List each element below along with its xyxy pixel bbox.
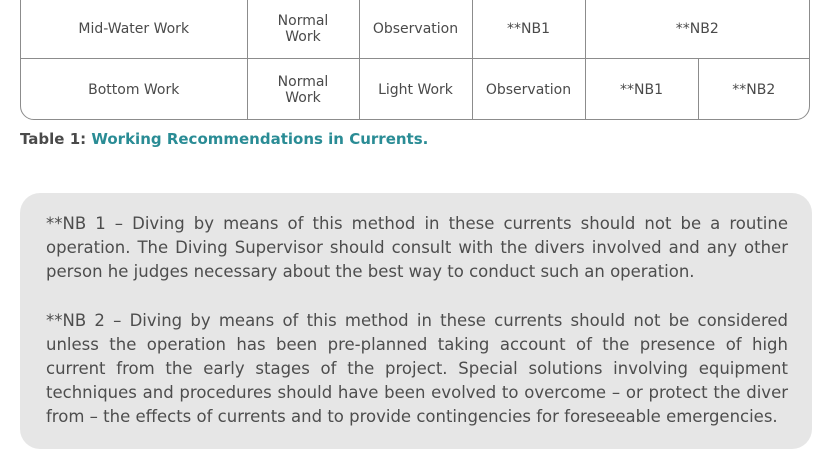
caption-title: Working Recommendations in Currents. (91, 130, 429, 148)
table-cell: Observation (359, 0, 472, 58)
row-label-cell: Mid-Water Work (21, 0, 247, 58)
table-caption (20, 130, 428, 148)
table-row (21, 0, 809, 58)
table-row (21, 58, 809, 120)
table-cell: Observation (472, 58, 585, 120)
table-cell: **NB2 (732, 81, 776, 98)
notes-box (20, 193, 812, 449)
table-cell: Normal Work (247, 58, 359, 120)
table-cell: **NB1 (585, 58, 698, 120)
recommendations-table-grid (21, 0, 809, 120)
note-nb2: **NB 2 – Diving by means of this method in these currents should not be considered unless the operation has been pre-planned taking account of the presence of high current from the early stages of the project. Special solutions involving equipment techniques and procedures should have been evolved to overcome – or protect the diver from – the effects of currents and to provide contingencies for foreseeable emergencies. (46, 311, 788, 426)
table-cell: Normal Work (247, 0, 359, 58)
note-nb1: **NB 1 – Diving by means of this method in these currents should not be a routine operation. The Diving Supervisor should consult with the divers involved and any other person he judges necessary about the best way to conduct such an operation. (46, 214, 788, 281)
caption-label: Table 1: (20, 130, 92, 148)
recommendations-table (20, 0, 810, 120)
table-cell: Light Work (359, 58, 472, 120)
table-cell: **NB1 (472, 0, 585, 58)
table-cell: **NB2 (585, 0, 809, 58)
row-label-cell: Bottom Work (21, 58, 247, 120)
